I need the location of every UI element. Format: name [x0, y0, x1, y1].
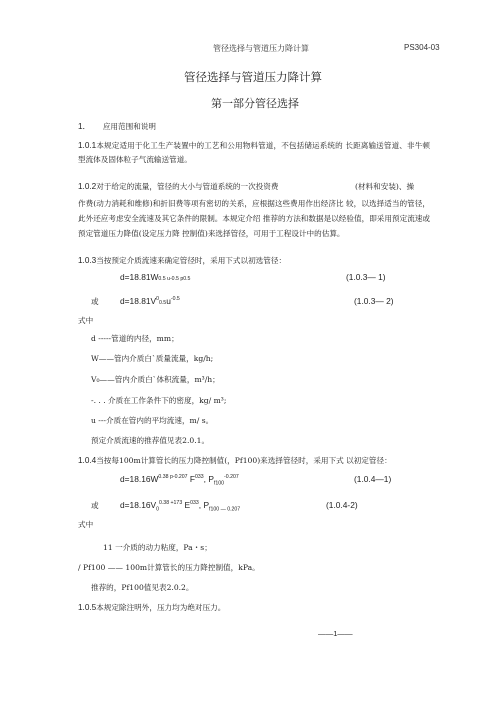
running-header-title: 管径选择与管道压力降计算 — [213, 44, 309, 53]
definition-mu: 11 一介质的动力粘度，Pa・s； — [103, 543, 212, 552]
formula-sup: -0.207 — [224, 474, 239, 481]
formula-main: F — [187, 474, 196, 484]
formula-tag: (1.0.3— 2) — [354, 296, 394, 306]
document-title: 管径选择与管道压力降计算 — [184, 70, 322, 84]
where-label: 式中 — [78, 520, 94, 529]
clause-text: 对于给定的流量，管径的大小与管道系统的一次投资费 — [96, 182, 279, 191]
paragraph-1-0-2-line1 — [78, 181, 278, 192]
formula-sub: 0 — [156, 506, 159, 513]
definition-v0: V₀——管内介质白`体积流量，m³/h； — [91, 375, 220, 384]
clause-text: 当按每100m计算管长的压力降控制值(，Pf100)来选择管径时，采用下式 以初定管径： — [96, 456, 392, 465]
table-reference: 预定介质流速的推荐值见表2.0.1。 — [91, 436, 210, 445]
paragraph-1-0-5 — [78, 602, 225, 613]
formula-1-0-3-2 — [120, 296, 180, 306]
formula-main: , P — [203, 474, 214, 484]
formula-sup: -0.5 — [170, 296, 180, 303]
definition-w: W——管内介质白`质量流量，kg/h; — [91, 354, 214, 363]
formula-subscript: 0.5 u-0.5 p0.5 — [158, 276, 191, 282]
formula-sub: f100 — [213, 480, 225, 487]
formula-1-0-4-2 — [120, 500, 240, 513]
clause-number: 1.0.5 — [78, 603, 97, 612]
running-header-code: PS304-03 — [404, 43, 440, 52]
formula-sup: 033 — [190, 500, 199, 507]
formula-1-0-4-1 — [120, 474, 239, 487]
section-heading — [78, 121, 156, 132]
formula-main: d=18.16W — [120, 474, 159, 484]
formula-sub: 0.5 — [158, 300, 167, 306]
paragraph-1-0-3 — [78, 255, 286, 266]
page-number: ——1—— — [318, 629, 353, 638]
clause-number: 1.0.2 — [78, 182, 97, 191]
section-number: 1． — [78, 122, 91, 131]
formula-tag: (1.0.4-2) — [326, 500, 358, 510]
formula-sup: 033 — [195, 474, 204, 481]
clause-text: 本规定除注明外，压力均为绝对压力。 — [96, 603, 226, 612]
formula-main: E — [182, 500, 191, 510]
clause-number: 1.0.3 — [78, 256, 97, 265]
paragraph-1-0-2-body: 作费(动力消耗和维修)和折旧费等项有密切的关系，应根据这些费用作出经济比 较，以选择适当的管径，此外还应考虑安全流速及其它条件的限制。本规定介绍 推荐的方法和数据是以经验值，即采用预定流速或预定管道压力降值(设定压力降 控制值)来选择管径，可用于工程设计中的估算。 — [78, 199, 430, 239]
part-title: 第一部分管径选择 — [211, 97, 299, 110]
table-reference: 推荐的，Pf100值见表2.0.2。 — [91, 583, 194, 592]
definition-u: u ---介质在管内的平均流速，m/ s。 — [91, 416, 214, 425]
formula-sup: 0.38 p-0.207 — [158, 474, 188, 481]
paragraph-1-0-1 — [78, 139, 430, 166]
definition-d: d -----管道的内径，mm； — [91, 334, 179, 343]
clause-text: 当按预定介质流速来确定管径时，采用下式以初选管径： — [96, 256, 287, 265]
clause-text: 本规定适用于化工生产装置中的工艺和公用物料管道，不包括储运系统的 长距离输送管道、非牛顿型流体及固体粒子气流输送管道。 — [78, 141, 430, 164]
formula-main: u — [166, 296, 171, 306]
formula-main: d=18.81V — [120, 296, 157, 306]
or-label: 或 — [91, 501, 99, 510]
formula-tag: (1.0.4—1) — [354, 474, 392, 484]
or-label: 或 — [91, 297, 99, 306]
formula-1-0-3-1 — [120, 272, 190, 282]
formula-sup: 0 — [156, 296, 159, 303]
clause-number: 1.0.1 — [78, 141, 97, 150]
formula-tag: (1.0.3— 1) — [346, 272, 386, 282]
formula-main: , P — [198, 500, 210, 510]
definition-pf100: / Pf100 —— 100m计算管长的压力降控制值，kPa。 — [78, 563, 260, 572]
formula-sub: f100 — 0.207 — [209, 506, 241, 513]
formula-main: d=18.16V — [120, 500, 157, 510]
paragraph-1-0-2-aside: (材料和安装)、操 — [355, 182, 415, 191]
clause-number: 1.0.4 — [78, 456, 97, 465]
section-title: 应用范围和说明 — [102, 122, 156, 131]
where-label: 式中 — [78, 316, 94, 325]
paragraph-1-0-4 — [78, 455, 392, 466]
definition-rho: -. . . 介质在工作条件下的密度，kg/ m³; — [91, 396, 227, 405]
formula-sup: 0.38 +173 — [158, 500, 183, 507]
formula-main: d=18.81W — [120, 272, 159, 282]
